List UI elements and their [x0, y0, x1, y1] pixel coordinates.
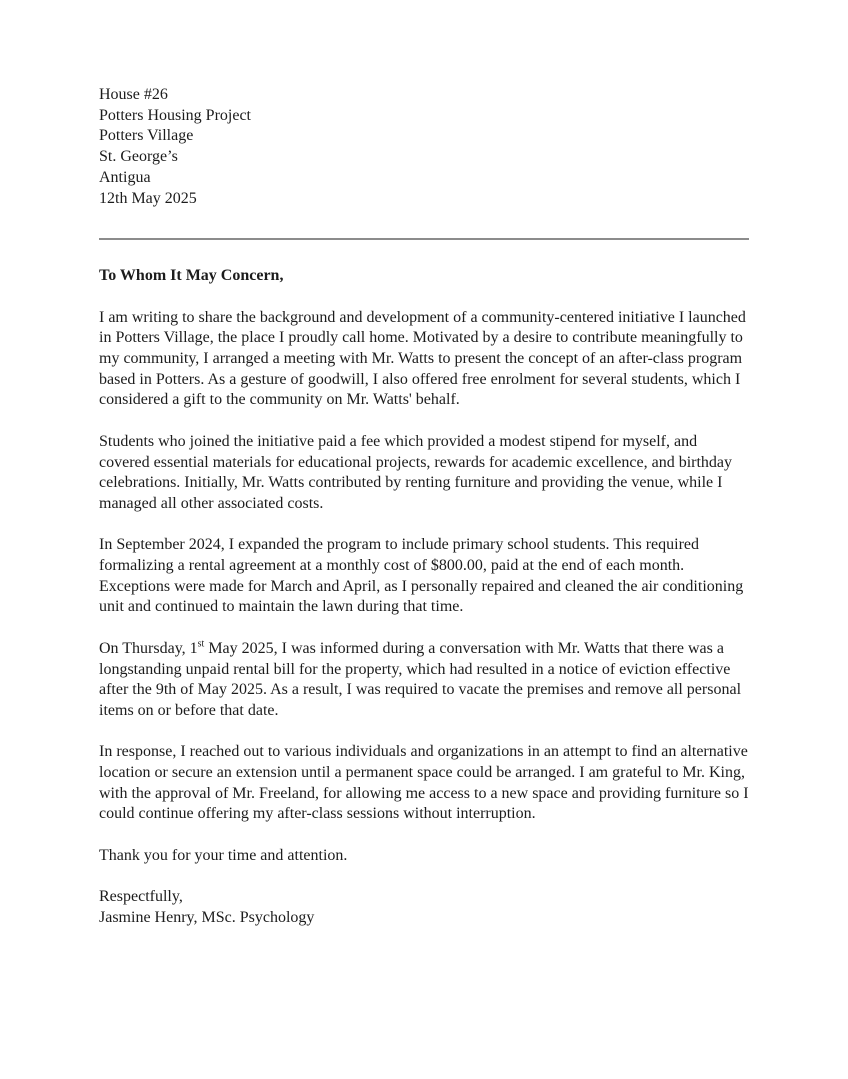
- ordinal-superscript: st: [197, 638, 205, 650]
- closing-block: [99, 887, 751, 928]
- thank-you-line: Thank you for your time and attention.: [99, 846, 348, 864]
- body-paragraph-2: Students who joined the initiative paid a fee which provided a modest stipend for myself, and covered essential materials for educational projects, rewards for academic excellence, and birthday celebrations. Initially, Mr. Watts contributed by renting furniture and providing the venue, while I managed all other associated costs.: [99, 432, 733, 512]
- body-paragraph-1: I am writing to share the background and development of a community-centered initiative I launched in Potters Village, the place I proudly call home. Motivated by a desire to contribute meaningfully to my community, I arranged a meeting with Mr. Watts to present the concept of an after-class program based in Potters. As a gesture of goodwill, I also offered free enrolment for several students, which I considered a gift to the community on Mr. Watts' behalf.: [99, 308, 746, 409]
- letter-date: 12th May 2025: [99, 189, 197, 207]
- signature: Jasmine Henry, MSc. Psychology: [99, 908, 315, 926]
- closing: Respectfully,: [99, 888, 183, 906]
- paragraph-4-text-continued: May 2025, I was informed during a conversation with Mr. Watts that there was a longstanding unpaid rental bill for the property, which had resulted in a notice of eviction effective after the 9th of May 2025. As a result, I was required to vacate the premises and remove all personal items on or before that date.: [99, 639, 742, 719]
- address-line-country: Antigua: [99, 168, 151, 186]
- sender-address-block: [99, 85, 751, 209]
- body-paragraph-3: In September 2024, I expanded the program to include primary school students. This required formalizing a rental agreement at a monthly cost of $800.00, paid at the end of each month. Exceptions were made for March and April, as I personally repaired and cleaned the air conditioning unit and continued to maintain the lawn during that time.: [99, 536, 744, 616]
- address-line-parish: St. George’s: [99, 148, 178, 166]
- address-line-house: House #26: [99, 86, 168, 103]
- horizontal-rule: [99, 238, 749, 240]
- salutation: To Whom It May Concern,: [99, 267, 284, 285]
- address-line-project: Potters Housing Project: [99, 106, 251, 124]
- paragraph-4-text: On Thursday, 1: [99, 639, 198, 657]
- body-paragraph-4: [99, 639, 751, 722]
- address-line-village: Potters Village: [99, 127, 194, 145]
- body-paragraph-5: In response, I reached out to various individuals and organizations in an attempt to find an alternative location or secure an extension until a permanent space could be arranged. I am grateful to Mr. King, with the approval of Mr. Freeland, for allowing me access to a new space and providing furniture so I could continue offering my after-class sessions without interruption.: [99, 743, 749, 823]
